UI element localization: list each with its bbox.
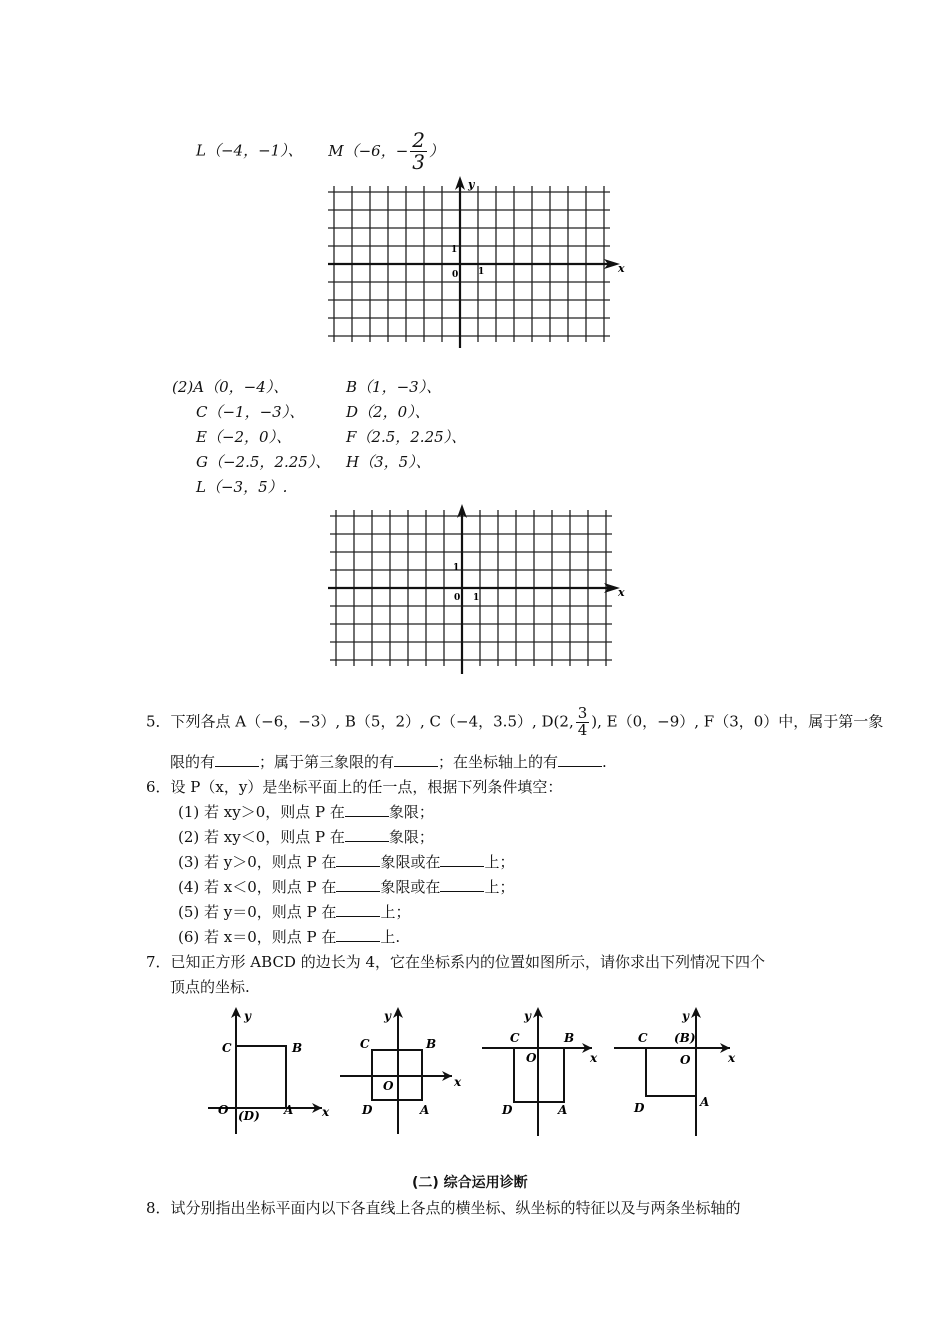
- coordinate-grid-1: [320, 172, 630, 356]
- answer-blank[interactable]: [440, 879, 484, 892]
- fig2-B: B: [426, 1037, 437, 1051]
- square-figures: [200, 1002, 760, 1142]
- point-D: D（2，0）、: [346, 403, 430, 421]
- q6-item: (6) 若 x＝0，则点 P 在 上.: [178, 928, 401, 946]
- answer-blank[interactable]: [394, 754, 438, 767]
- fig1-D: (D): [238, 1109, 260, 1123]
- tick-one-y: 1: [453, 563, 460, 573]
- q6-item: (4) 若 x＜0，则点 P 在 象限或在 上；: [178, 878, 515, 896]
- fig4-D: D: [634, 1101, 645, 1115]
- q6-item: (3) 若 y＞0，则点 P 在 象限或在 上；: [178, 853, 515, 871]
- point-M: M（−6，− $\frac{2}{3}$ ）: [328, 128, 445, 174]
- point-F: F（2.5，2.25）、: [346, 428, 467, 446]
- fig3-O: O: [526, 1051, 537, 1065]
- point-B: B（1，−3）、: [346, 378, 442, 396]
- answer-blank[interactable]: [336, 904, 380, 917]
- point-G: G（−2.5，2.25）、: [196, 453, 331, 471]
- fig4-A: A: [700, 1095, 710, 1109]
- tick-one-x: 1: [478, 267, 485, 277]
- q6-item: (1) 若 xy＞0，则点 P 在 象限；: [178, 803, 434, 821]
- y-label: y: [468, 178, 475, 191]
- q6-item: (5) 若 y＝0，则点 P 在 上；: [178, 903, 411, 921]
- coordinate-grid-2: [320, 500, 630, 680]
- answer-blank[interactable]: [215, 754, 259, 767]
- origin-label: 0: [452, 270, 459, 280]
- fig4-B: (B): [674, 1031, 696, 1045]
- fig3-C: C: [510, 1031, 520, 1045]
- question-6-stem: 6．设 P（x，y）是坐标平面上的任一点，根据下列条件填空：: [146, 778, 563, 796]
- answer-blank[interactable]: [345, 804, 389, 817]
- point-L2: L（−3，5）.: [196, 478, 288, 496]
- answer-blank[interactable]: [440, 854, 484, 867]
- question-8-line-1: 8．试分别指出坐标平面内以下各直线上各点的横坐标、纵坐标的特征以及与两条坐标轴的: [146, 1199, 741, 1217]
- fig2-D: D: [362, 1103, 373, 1117]
- point-E: E（−2，0）、: [196, 428, 292, 446]
- fig2-y: y: [384, 1009, 391, 1023]
- section-heading: (二) 综合运用诊断: [412, 1175, 528, 1191]
- fig2-A: A: [420, 1103, 430, 1117]
- fig1-B: B: [292, 1041, 303, 1055]
- fig3-A: A: [558, 1103, 568, 1117]
- fig4-C: C: [638, 1031, 648, 1045]
- answer-blank[interactable]: [336, 929, 380, 942]
- x-label: x: [618, 262, 625, 275]
- fig3-y: y: [524, 1009, 531, 1023]
- fig1-x: x: [322, 1105, 330, 1119]
- point-A: (2)A（0，−4）、: [172, 378, 289, 396]
- question-7-line-1: 7．已知正方形 ABCD 的边长为 4，它在坐标系内的位置如图所示，请你求出下列情况下四个: [146, 953, 766, 971]
- question-5-line-1: 5．下列各点 A（−6，−3）, B（5，2）, C（−4，3.5）, D(2, $\frac{3}{4}$ ), E（0，−9）, F（3，0）中，属于第一象: [146, 704, 884, 739]
- q6-item: (2) 若 xy＜0，则点 P 在 象限；: [178, 828, 434, 846]
- fig1-C: C: [222, 1041, 232, 1055]
- point-H: H（3，5）、: [346, 453, 431, 471]
- fig4-O: O: [680, 1053, 691, 1067]
- fig2-O: O: [383, 1079, 394, 1093]
- answer-blank[interactable]: [336, 879, 380, 892]
- fig2-x: x: [454, 1075, 462, 1089]
- fraction: $\frac{2}{3}$: [412, 128, 426, 174]
- fig1-A: A: [284, 1103, 294, 1117]
- point-L: L（−4，−1）、: [196, 141, 303, 160]
- point-C: C（−1，−3）、: [196, 403, 305, 421]
- answer-blank[interactable]: [336, 854, 380, 867]
- fig2-C: C: [360, 1037, 370, 1051]
- answer-blank[interactable]: [345, 829, 389, 842]
- question-5-line-2: 限的有 ；属于第三象限的有 ；在坐标轴上的有 .: [170, 753, 607, 771]
- fig1-O: O: [218, 1103, 229, 1117]
- fig1-y: y: [244, 1009, 251, 1023]
- fraction: $\frac{3}{4}$: [577, 704, 588, 739]
- answer-blank[interactable]: [558, 754, 602, 767]
- origin-label: 0: [454, 593, 461, 603]
- question-7-line-2: 顶点的坐标.: [170, 978, 250, 996]
- fig4-x: x: [728, 1051, 736, 1065]
- fig3-x: x: [590, 1051, 598, 1065]
- fig3-B: B: [564, 1031, 575, 1045]
- tick-one-y: 1: [451, 245, 458, 255]
- tick-one-x: 1: [473, 593, 480, 603]
- x-label: x: [618, 586, 625, 599]
- fig4-y: y: [682, 1009, 689, 1023]
- fig3-D: D: [502, 1103, 513, 1117]
- point-list-row: [196, 130, 444, 173]
